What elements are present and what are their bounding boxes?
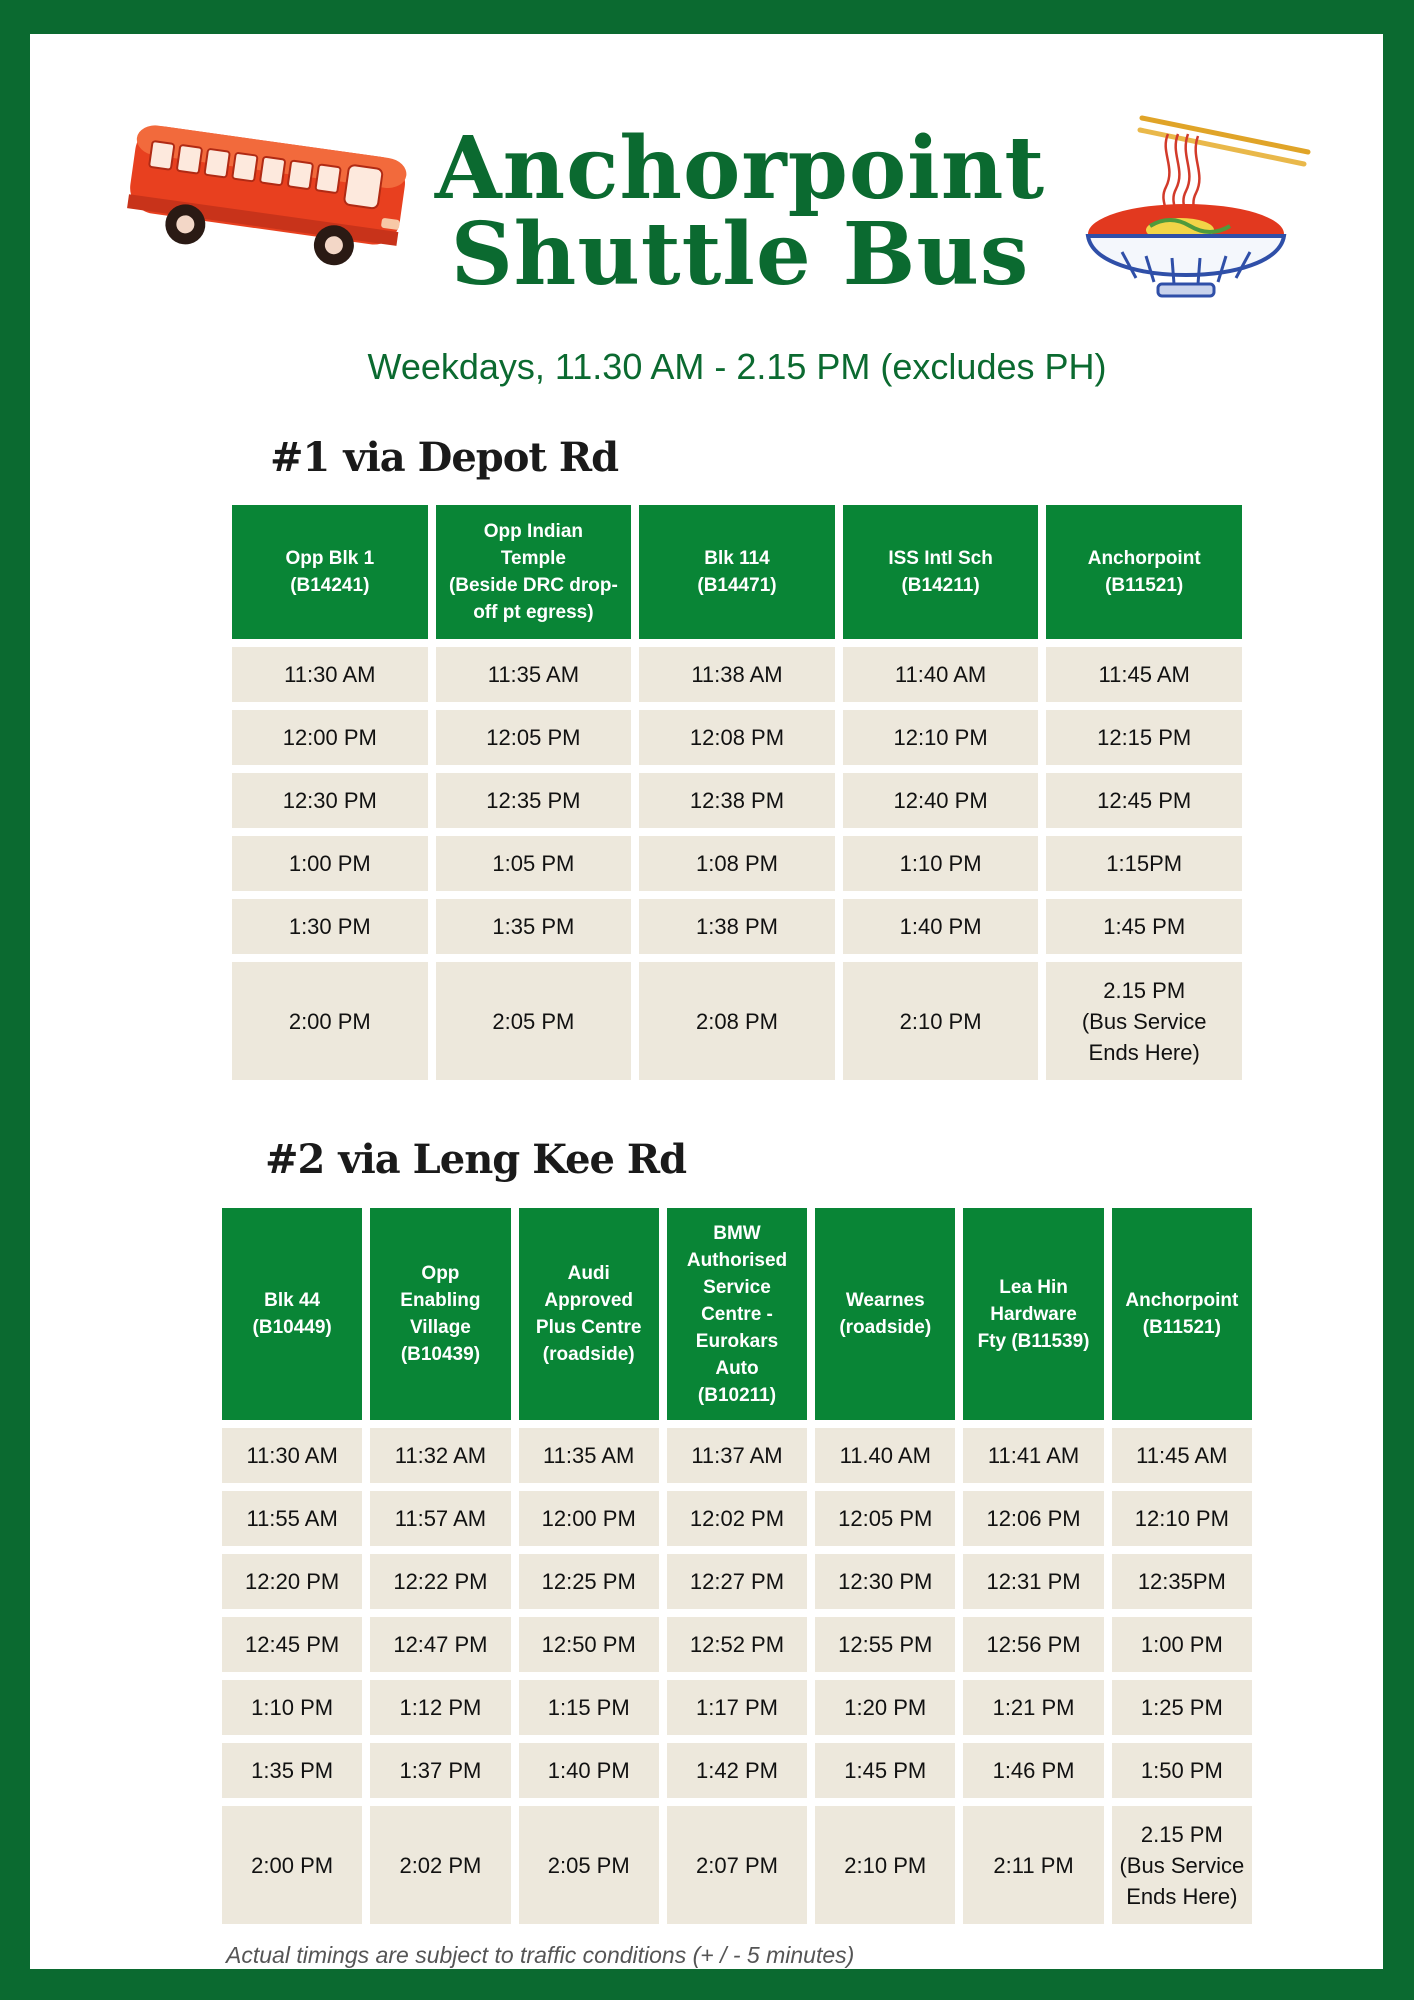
time-cell: 1:20 PM (815, 1680, 955, 1735)
service-hours: Weekdays, 11.30 AM - 2.15 PM (excludes PH) (367, 346, 1107, 387)
table-row (222, 1806, 1252, 1924)
cell-line: Eurokars (695, 1330, 779, 1352)
time-cell: 1:00 PM (1112, 1617, 1252, 1672)
cell-line: Centre - (701, 1303, 773, 1325)
time-cell: 12:35 PM (436, 773, 632, 828)
traffic-disclaimer: Actual timings are subject to traffic conditions (+ / - 5 minutes) (226, 1942, 855, 1968)
time-cell (1046, 962, 1242, 1080)
time-cell: 12:56 PM (963, 1617, 1103, 1672)
time-cell: 1:45 PM (815, 1743, 955, 1798)
time-cell: 1:30 PM (232, 899, 428, 954)
stop-header (232, 505, 428, 639)
time-cell: 1:12 PM (370, 1680, 510, 1735)
time-cell: 1:21 PM (963, 1680, 1103, 1735)
table-row (232, 773, 1242, 828)
time-cell: 1:50 PM (1112, 1743, 1252, 1798)
time-cell: 11:35 AM (436, 647, 632, 702)
time-cell: 12:30 PM (815, 1554, 955, 1609)
cell-line: (Bus Service (1119, 1852, 1245, 1878)
time-cell (1112, 1806, 1252, 1924)
time-cell: 1:25 PM (1112, 1680, 1252, 1735)
time-cell: 2:11 PM (963, 1806, 1103, 1924)
cell-line: ISS Intl Sch (888, 548, 993, 569)
time-cell: 1:05 PM (436, 836, 632, 891)
cell-line: Lea Hin (999, 1276, 1068, 1298)
cell-line: Temple (500, 548, 566, 569)
route-1-name: via Depot Rd (343, 434, 619, 481)
time-cell: 11:41 AM (963, 1428, 1103, 1483)
time-cell: 12:45 PM (222, 1617, 362, 1672)
cell-line: Hardware (990, 1303, 1077, 1325)
stop-header (222, 1208, 362, 1420)
time-cell: 1:15PM (1046, 836, 1242, 891)
time-cell: 12:20 PM (222, 1554, 362, 1609)
cell-line: (B11521) (1105, 575, 1184, 596)
time-cell: 11:38 AM (639, 647, 835, 702)
time-cell: 12:06 PM (963, 1491, 1103, 1546)
cell-line: Blk 44 (264, 1290, 321, 1311)
time-cell: 2:00 PM (232, 962, 428, 1080)
time-cell: 12:10 PM (843, 710, 1039, 765)
time-cell: 12:52 PM (667, 1617, 807, 1672)
title-line-2: Shuttle Bus (450, 204, 1030, 305)
time-cell: 1:08 PM (639, 836, 835, 891)
table-row (232, 962, 1242, 1080)
time-cell: 11:45 AM (1046, 647, 1242, 702)
time-cell: 11:35 AM (519, 1428, 659, 1483)
time-cell: 1:37 PM (370, 1743, 510, 1798)
cell-line: 2.15 PM (1103, 977, 1186, 1003)
time-cell: 11.40 AM (815, 1428, 955, 1483)
stop-header (436, 505, 632, 639)
table-row (222, 1617, 1252, 1672)
time-cell: 2:10 PM (815, 1806, 955, 1924)
cell-line: Ends Here) (1126, 1883, 1238, 1909)
time-cell: 12:55 PM (815, 1617, 955, 1672)
table-row (222, 1491, 1252, 1546)
stop-header (815, 1208, 955, 1420)
cell-line: Plus Centre (535, 1317, 642, 1338)
stop-header (963, 1208, 1103, 1420)
page-title (360, 118, 1120, 305)
time-cell: 12:05 PM (436, 710, 632, 765)
route-2-body (222, 1428, 1252, 1924)
stop-header (667, 1208, 807, 1420)
time-cell: 1:15 PM (519, 1680, 659, 1735)
cell-line: (B10439) (400, 1344, 481, 1365)
table-row (222, 1554, 1252, 1609)
route-2-timetable (214, 1200, 1260, 1932)
route-1-timetable (224, 497, 1250, 1088)
time-cell: 1:42 PM (667, 1743, 807, 1798)
cell-line: (B11521) (1142, 1317, 1221, 1338)
time-cell: 12:30 PM (232, 773, 428, 828)
cell-line: Ends Here) (1088, 1039, 1200, 1065)
time-cell: 12:15 PM (1046, 710, 1242, 765)
cell-line: BMW (713, 1222, 761, 1244)
time-cell: 12:45 PM (1046, 773, 1242, 828)
time-cell: 1:35 PM (222, 1743, 362, 1798)
cell-line: Opp Blk 1 (285, 548, 375, 569)
route-2-heading (265, 1136, 686, 1183)
cell-line: (roadside) (839, 1317, 932, 1338)
time-cell: 1:45 PM (1046, 899, 1242, 954)
cell-line: (Bus Service (1081, 1008, 1207, 1034)
time-cell: 12:05 PM (815, 1491, 955, 1546)
time-cell: 11:40 AM (843, 647, 1039, 702)
time-cell: 12:50 PM (519, 1617, 659, 1672)
cell-line: Service (703, 1276, 771, 1298)
cell-line: Opp Indian (483, 521, 583, 542)
route-1-number: #1 (270, 434, 330, 481)
table-row (222, 1428, 1252, 1483)
route-1-header-row (232, 505, 1242, 639)
time-cell: 1:40 PM (519, 1743, 659, 1798)
table-row (232, 710, 1242, 765)
stop-header (1112, 1208, 1252, 1420)
time-cell: 2:00 PM (222, 1806, 362, 1924)
cell-line: Auto (715, 1357, 759, 1379)
time-cell: 1:38 PM (639, 899, 835, 954)
cell-line: Blk 114 (704, 548, 770, 569)
time-cell: 12:27 PM (667, 1554, 807, 1609)
cell-line: (B14241) (290, 575, 370, 596)
cell-line: off pt egress) (473, 602, 594, 623)
time-cell: 2:10 PM (843, 962, 1039, 1080)
time-cell: 1:46 PM (963, 1743, 1103, 1798)
time-cell: 11:32 AM (370, 1428, 510, 1483)
cell-line: Village (409, 1317, 471, 1338)
cell-line: Opp (421, 1263, 460, 1284)
cell-line: Approved (544, 1290, 634, 1311)
cell-line: (roadside) (542, 1344, 635, 1365)
time-cell: 12:22 PM (370, 1554, 510, 1609)
route-1-body (232, 647, 1242, 1080)
time-cell: 12:00 PM (232, 710, 428, 765)
stop-header (639, 505, 835, 639)
time-cell: 11:30 AM (222, 1428, 362, 1483)
time-cell: 1:10 PM (222, 1680, 362, 1735)
route-2-number: #2 (265, 1136, 325, 1183)
noodle-bowl-icon (1072, 112, 1312, 312)
cell-line: Wearnes (845, 1290, 925, 1311)
time-cell: 2:05 PM (519, 1806, 659, 1924)
time-cell: 12:47 PM (370, 1617, 510, 1672)
time-cell: 2:07 PM (667, 1806, 807, 1924)
table-row (232, 899, 1242, 954)
time-cell: 12:02 PM (667, 1491, 807, 1546)
time-cell: 2:08 PM (639, 962, 835, 1080)
schedule-poster (30, 34, 1383, 1969)
stop-header (843, 505, 1039, 639)
time-cell: 1:40 PM (843, 899, 1039, 954)
cell-line: (B10211) (697, 1384, 777, 1406)
time-cell: 12:10 PM (1112, 1491, 1252, 1546)
table-row (222, 1743, 1252, 1798)
cell-line: (B14211) (901, 575, 980, 596)
time-cell: 11:45 AM (1112, 1428, 1252, 1483)
table-row (232, 647, 1242, 702)
time-cell: 2:02 PM (370, 1806, 510, 1924)
title-line-1: Anchorpoint (434, 118, 1046, 219)
cell-line: Anchorpoint (1087, 548, 1201, 569)
route-1-heading (270, 434, 618, 481)
stop-header (370, 1208, 510, 1420)
time-cell: 11:57 AM (370, 1491, 510, 1546)
cell-line: Enabling (400, 1290, 481, 1311)
time-cell: 2:05 PM (436, 962, 632, 1080)
stop-header (1046, 505, 1242, 639)
route-2-header-row (222, 1208, 1252, 1420)
cell-line: Audi (567, 1263, 610, 1284)
time-cell: 12:31 PM (963, 1554, 1103, 1609)
cell-line: Fty (B11539) (977, 1330, 1090, 1352)
route-2-name: via Leng Kee Rd (338, 1136, 687, 1183)
cell-line: (B14471) (697, 575, 777, 596)
time-cell: 1:10 PM (843, 836, 1039, 891)
time-cell: 12:08 PM (639, 710, 835, 765)
time-cell: 1:35 PM (436, 899, 632, 954)
cell-line: (B10449) (252, 1317, 332, 1338)
stop-header (519, 1208, 659, 1420)
cell-line: (Beside DRC drop- (448, 575, 618, 596)
table-row (222, 1680, 1252, 1735)
time-cell: 11:37 AM (667, 1428, 807, 1483)
time-cell: 11:55 AM (222, 1491, 362, 1546)
cell-line: Authorised (686, 1249, 788, 1271)
time-cell: 12:40 PM (843, 773, 1039, 828)
time-cell: 1:00 PM (232, 836, 428, 891)
time-cell: 12:25 PM (519, 1554, 659, 1609)
time-cell: 11:30 AM (232, 647, 428, 702)
table-row (232, 836, 1242, 891)
time-cell: 12:38 PM (639, 773, 835, 828)
time-cell: 1:17 PM (667, 1680, 807, 1735)
cell-line: 2.15 PM (1140, 1821, 1223, 1847)
time-cell: 12:00 PM (519, 1491, 659, 1546)
time-cell: 12:35PM (1112, 1554, 1252, 1609)
cell-line: Anchorpoint (1125, 1290, 1239, 1311)
